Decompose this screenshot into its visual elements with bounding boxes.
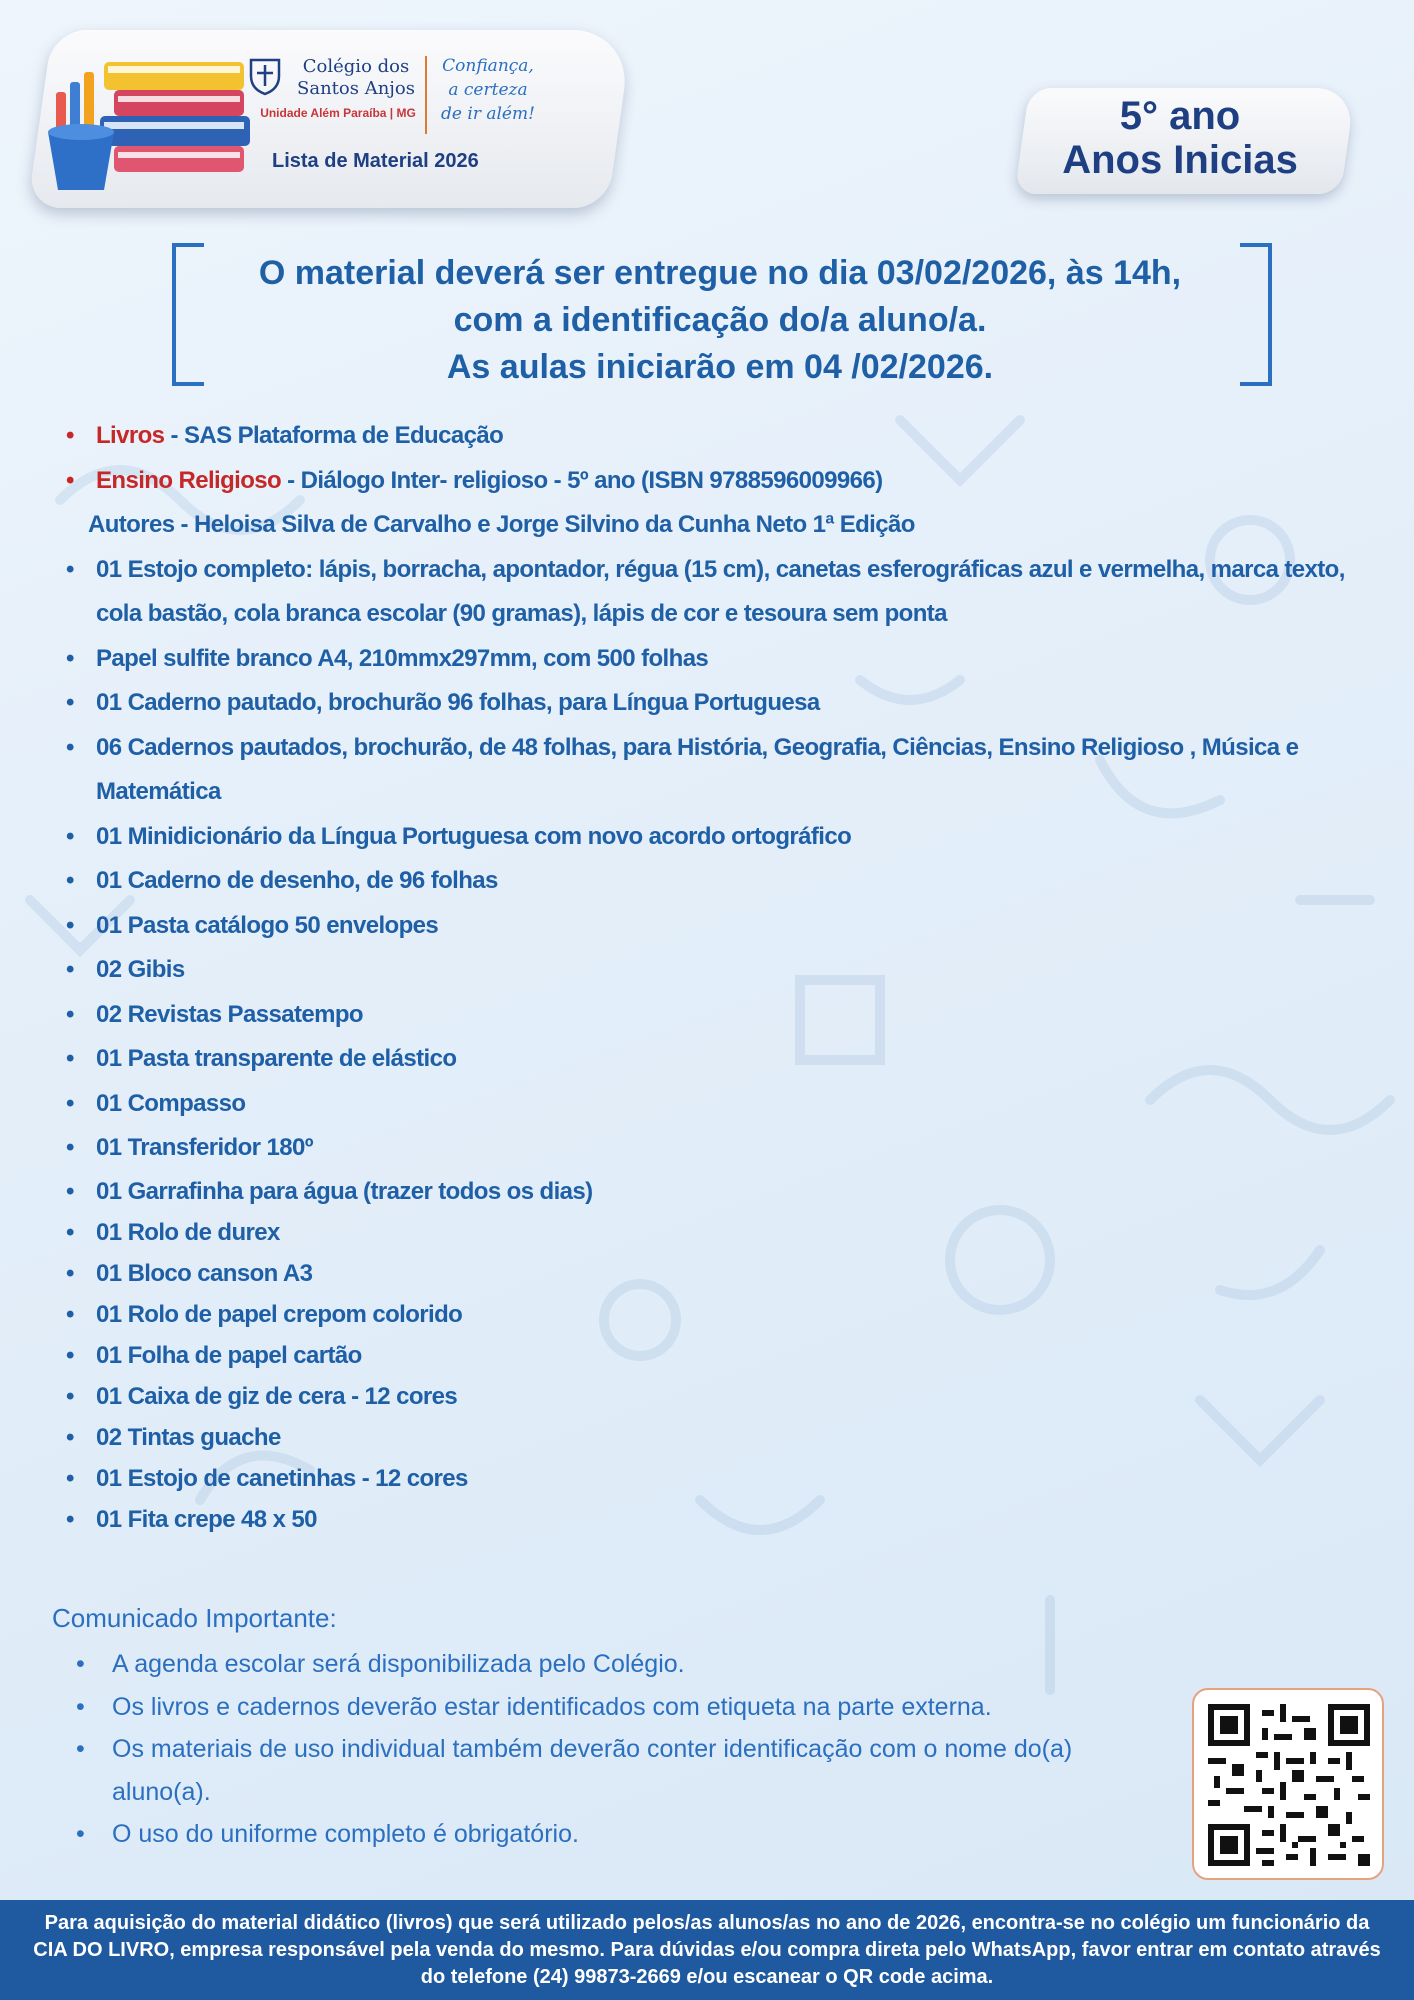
material-list — [66, 414, 1356, 1540]
notice-bracket-left — [172, 243, 204, 386]
list-item: • 01 Transferidor 180º — [66, 1126, 1356, 1171]
list-item: • 01 Garrafinha para água (trazer todos os dias) — [66, 1171, 1356, 1212]
list-item: • 01 Minidicionário da Língua Portuguesa com novo acordo ortográfico — [66, 815, 1356, 860]
list-item: • 01 Estojo de canetinhas - 12 cores — [66, 1458, 1356, 1499]
communique-item: • Os materiais de uso individual também deverão conter identificação com o nome do(a) aluno(a). — [76, 1728, 1112, 1813]
communique-list — [76, 1643, 1136, 1856]
grade-stage: Anos Inicias — [1062, 138, 1298, 182]
list-item: • 01 Folha de papel cartão — [66, 1335, 1356, 1376]
books-illustration — [44, 52, 254, 212]
communique-item: • A agenda escolar será disponibilizada pelo Colégio. — [76, 1643, 1136, 1686]
list-item: • 01 Rolo de papel crepom colorido — [66, 1294, 1356, 1335]
notice-line-3: As aulas iniciarão em 04 /02/2026. — [446, 348, 994, 386]
grade-label — [1022, 94, 1338, 182]
grade-year: 5° ano — [1119, 94, 1241, 138]
list-item-religion — [66, 459, 1356, 504]
list-item-books — [66, 414, 1356, 459]
notice-bracket-right — [1240, 243, 1272, 386]
notice-line-1: O material deverá ser entregue no dia 03/02/2026, às 14h, — [258, 254, 1182, 292]
list-item: • 01 Pasta transparente de elástico — [66, 1037, 1356, 1082]
school-name: Colégio dos Santos Anjos — [297, 56, 415, 99]
list-title: Lista de Material 2026 — [272, 150, 479, 172]
authors-line: Autores - Heloisa Silva de Carvalho e Jorge Silvino da Cunha Neto 1ª Edição — [88, 511, 915, 538]
communique-title: Comunicado Importante: — [52, 1603, 337, 1633]
religion-label: Ensino Religioso — [96, 466, 282, 494]
list-item: • 01 Caixa de giz de cera - 12 cores — [66, 1376, 1356, 1417]
books-label: Livros — [96, 422, 165, 449]
books-text: - SAS Plataforma de Educação — [164, 422, 504, 449]
list-item: • 01 Caderno de desenho, de 96 folhas — [66, 859, 1356, 904]
logo-divider — [425, 56, 427, 134]
list-item: • 02 Gibis — [66, 948, 1356, 993]
list-item: • 01 Compasso — [66, 1082, 1356, 1127]
communique-item: • O uso do uniforme completo é obrigatório. — [76, 1813, 1136, 1856]
qr-code-icon — [1208, 1704, 1370, 1866]
list-item: • Papel sulfite branco A4, 210mmx297mm, com 500 folhas — [66, 637, 1356, 682]
list-item: • 02 Revistas Passatempo — [66, 993, 1356, 1038]
footer-text: Para aquisição do material didático (livros) que será utilizado pelos/as alunos/as no ano de 2026, encontra-se no colégio um funcionário da CIA DO LIVRO, empresa responsável pela venda do mesmo. Para dúvidas e/ou compra direta pelo WhatsApp, favor entrar em contato através do telefone (24) 99873-2669 e/ou escanear o QR code acima. — [33, 1912, 1381, 1988]
communique-item: • Os livros e cadernos deverão estar identificados com etiqueta na parte externa. — [76, 1686, 1136, 1729]
footer-banner — [0, 1900, 1414, 2000]
qr-code[interactable] — [1192, 1688, 1384, 1880]
notice-line-2: com a identificação do/a aluno/a. — [453, 301, 987, 339]
school-unit: Unidade Além Paraíba | MG — [260, 106, 416, 120]
list-item: • 01 Caderno pautado, brochurão 96 folhas, para Língua Portuguesa — [66, 681, 1356, 726]
list-item: • 01 Pasta catálogo 50 envelopes — [66, 904, 1356, 949]
list-item: • 01 Fita crepe 48 x 50 — [66, 1499, 1356, 1540]
delivery-notice — [205, 250, 1235, 391]
list-item: • 02 Tintas guache — [66, 1417, 1356, 1458]
list-item: • 01 Estojo completo: lápis, borracha, apontador, régua (15 cm), canetas esferográficas azul e vermelha, marca texto, cola bastão, cola branca escolar (90 gramas), lápis de cor e tesoura sem ponta — [66, 548, 1356, 637]
list-item: • 01 Bloco canson A3 — [66, 1253, 1356, 1294]
list-item: • 06 Cadernos pautados, brochurão, de 48 folhas, para História, Geografia, Ciências, Ensino Religioso , Música e Matemática — [66, 726, 1356, 815]
list-item: • 01 Rolo de durex — [66, 1212, 1356, 1253]
school-slogan: Confiança, a certeza de ir além! — [441, 56, 535, 124]
religion-text: - Diálogo Inter- religioso - 5º ano (ISBN 9788596009966) — [281, 466, 883, 494]
crest-icon — [248, 56, 282, 96]
